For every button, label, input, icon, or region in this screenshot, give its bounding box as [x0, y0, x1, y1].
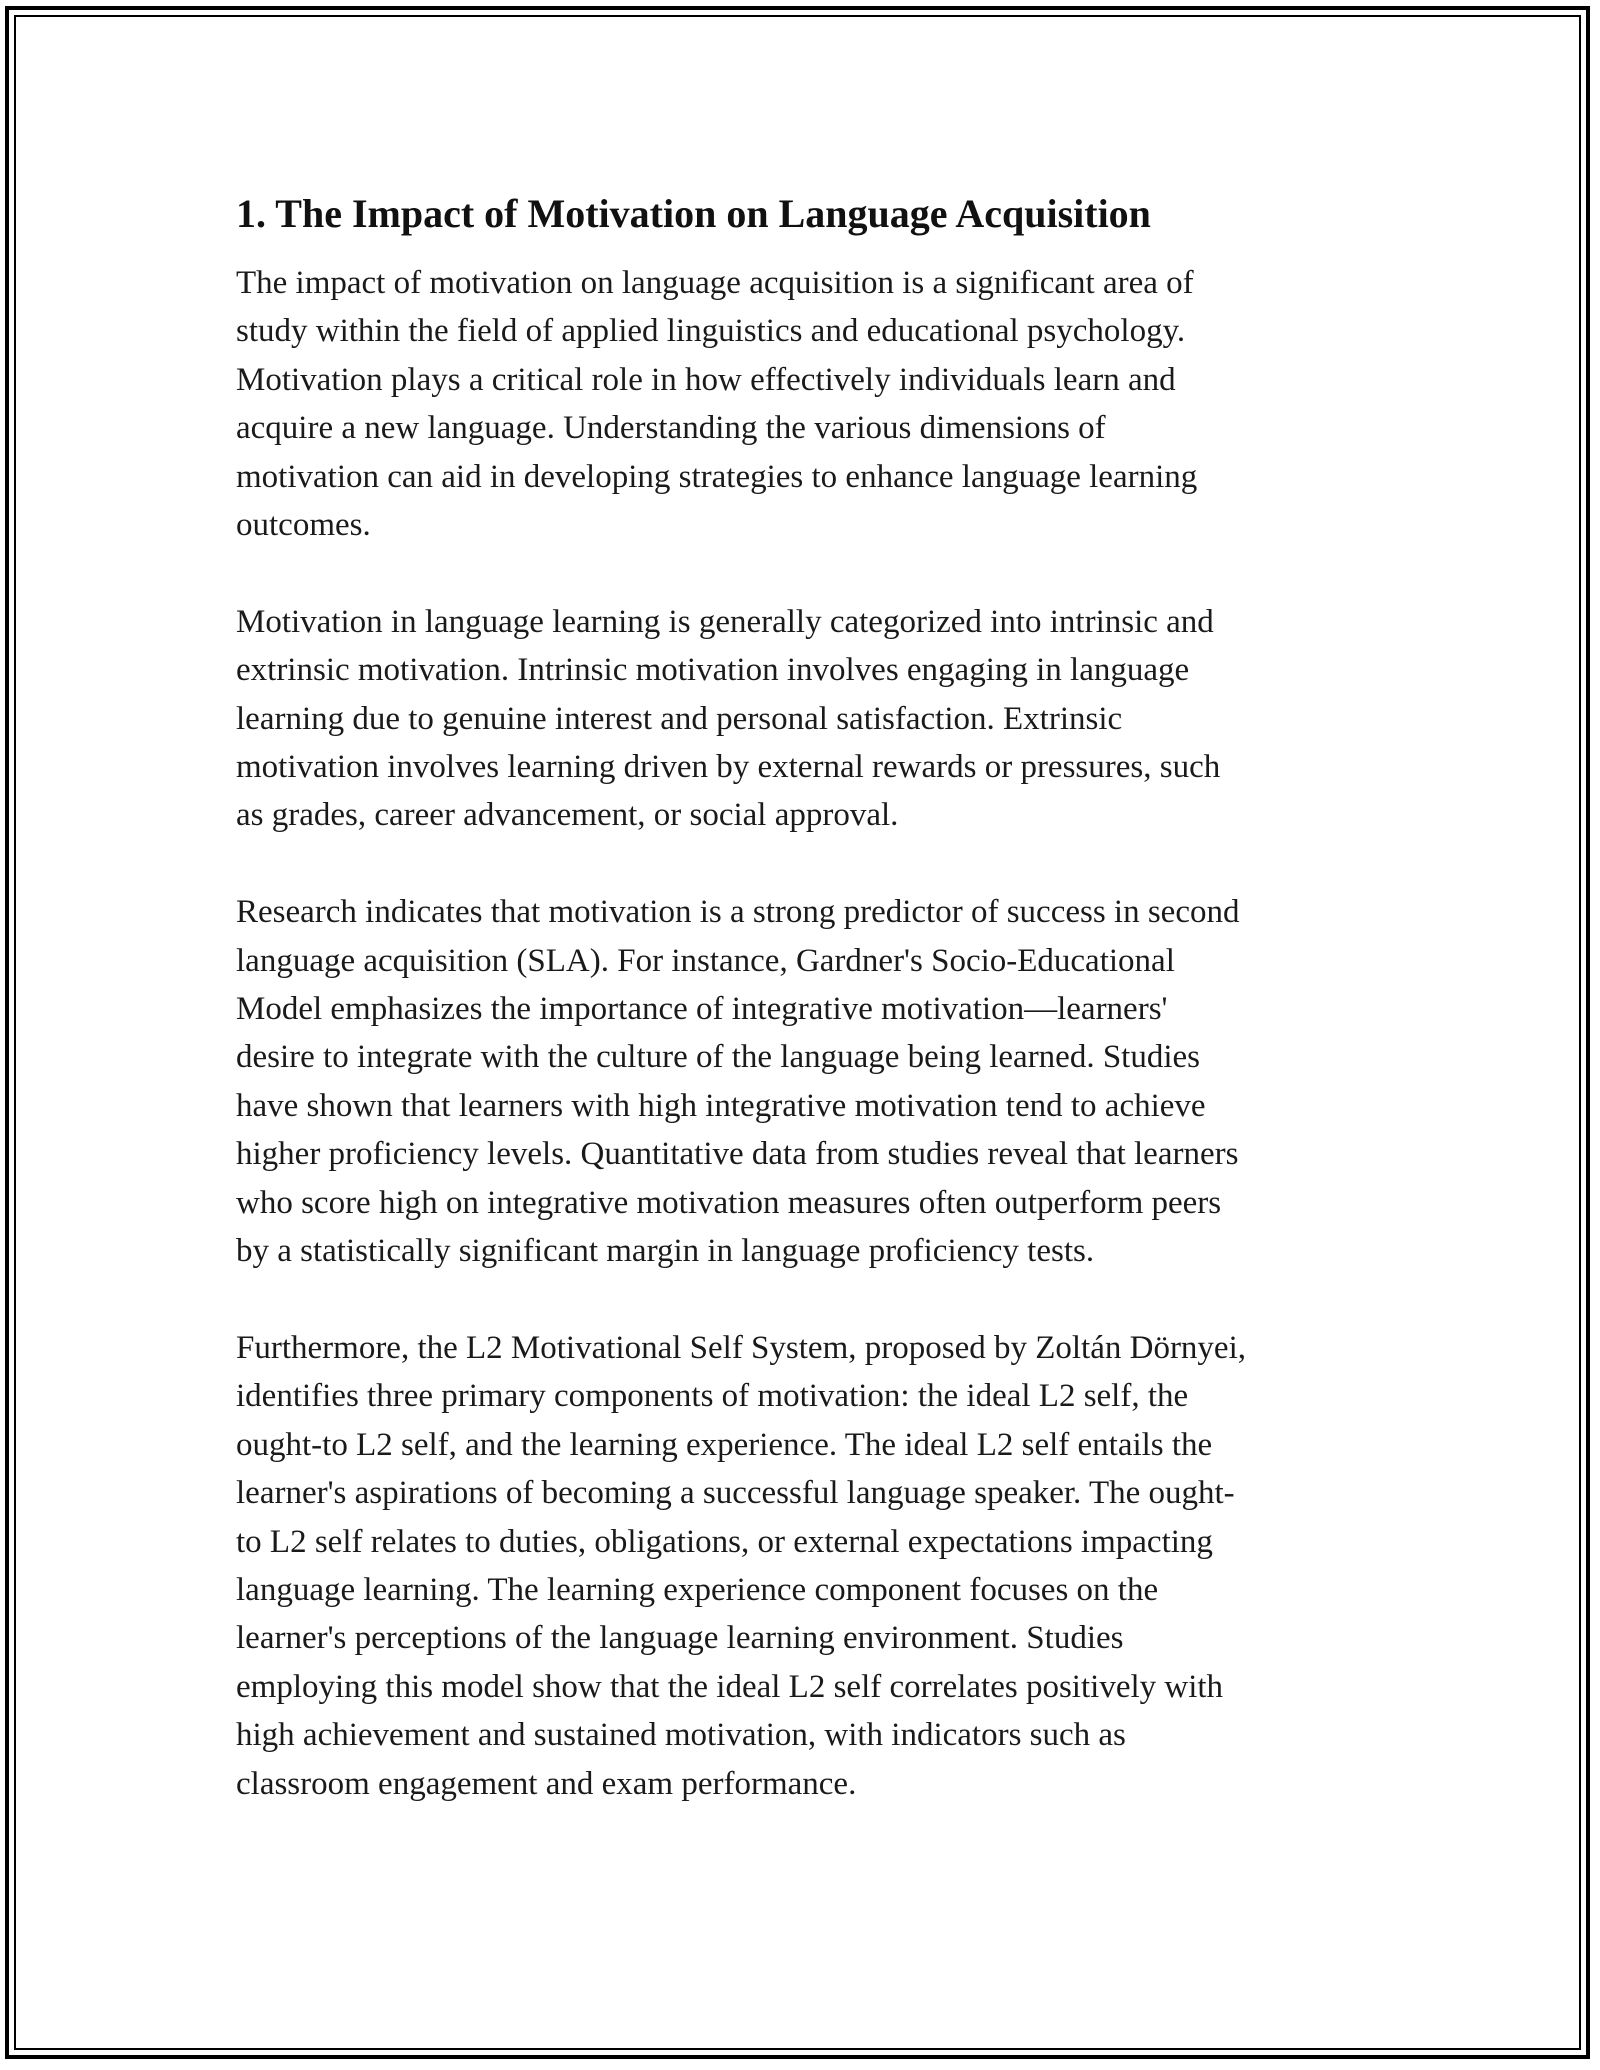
paragraph-line: language acquisition (SLA). For instance, Gardner's Socio-Educational [236, 942, 1175, 979]
paragraph-line: who score high on integrative motivation measures often outperform peers [236, 1184, 1222, 1221]
paragraph-line: higher proficiency levels. Quantitative data from studies reveal that learners [236, 1136, 1239, 1173]
paragraph-line: learner's perceptions of the language learning environment. Studies [236, 1620, 1124, 1657]
paragraph-line: acquire a new language. Understanding the various dimensions of [236, 410, 1106, 447]
paragraph-line: Model emphasizes the importance of integrative motivation—learners' [236, 991, 1168, 1028]
paragraph-line: study within the field of applied linguistics and educational psychology. [236, 313, 1186, 350]
paragraph-line: learner's aspirations of becoming a successful language speaker. The ought- [236, 1475, 1235, 1512]
paragraph-line: learning due to genuine interest and personal satisfaction. Extrinsic [236, 700, 1123, 737]
paragraph-line: language learning. The learning experience component focuses on the [236, 1571, 1159, 1608]
paragraph-line: by a statistically significant margin in language proficiency tests. [236, 1233, 1095, 1270]
paragraph-line: Furthermore, the L2 Motivational Self System, proposed by Zoltán Dörnyei, [236, 1329, 1246, 1366]
section-title: 1. The Impact of Motivation on Language Acquisition [236, 191, 1151, 236]
paragraph-line: high achievement and sustained motivation, with indicators such as [236, 1717, 1126, 1754]
paragraph-line: Research indicates that motivation is a strong predictor of success in second [236, 894, 1240, 931]
paragraph-line: motivation can aid in developing strategies to enhance language learning [236, 458, 1198, 495]
paragraph-line: identifies three primary components of motivation: the ideal L2 self, the [236, 1378, 1189, 1415]
paragraph-line: have shown that learners with high integrative motivation tend to achieve [236, 1087, 1206, 1124]
paragraph-line: classroom engagement and exam performance. [236, 1765, 857, 1802]
paragraph-research [236, 888, 1376, 1275]
paragraph-line: desire to integrate with the culture of the language being learned. Studies [236, 1039, 1201, 1076]
paragraph-line: to L2 self relates to duties, obligations, or external expectations impacting [236, 1523, 1213, 1560]
paragraph-line: employing this model show that the ideal L2 self correlates positively with [236, 1668, 1224, 1705]
paragraph-line: The impact of motivation on language acquisition is a significant area of [236, 265, 1194, 301]
paragraph-intro [236, 259, 1376, 549]
paragraph-line: outcomes. [236, 507, 371, 544]
paragraph-line: Motivation in language learning is generally categorized into intrinsic and [236, 603, 1214, 640]
document-body [236, 186, 1376, 1856]
paragraph-line: ought-to L2 self, and the learning experience. The ideal L2 self entails the [236, 1426, 1213, 1463]
paragraph-line: as grades, career advancement, or social approval. [236, 797, 899, 834]
paragraph-line: extrinsic motivation. Intrinsic motivation involves engaging in language [236, 652, 1190, 689]
paragraph-intrinsic-extrinsic [236, 598, 1376, 840]
paragraph-line: motivation involves learning driven by external rewards or pressures, such [236, 749, 1221, 786]
paragraph-l2-self-system [236, 1324, 1376, 1808]
paragraph-line: Motivation plays a critical role in how effectively individuals learn and [236, 361, 1176, 398]
